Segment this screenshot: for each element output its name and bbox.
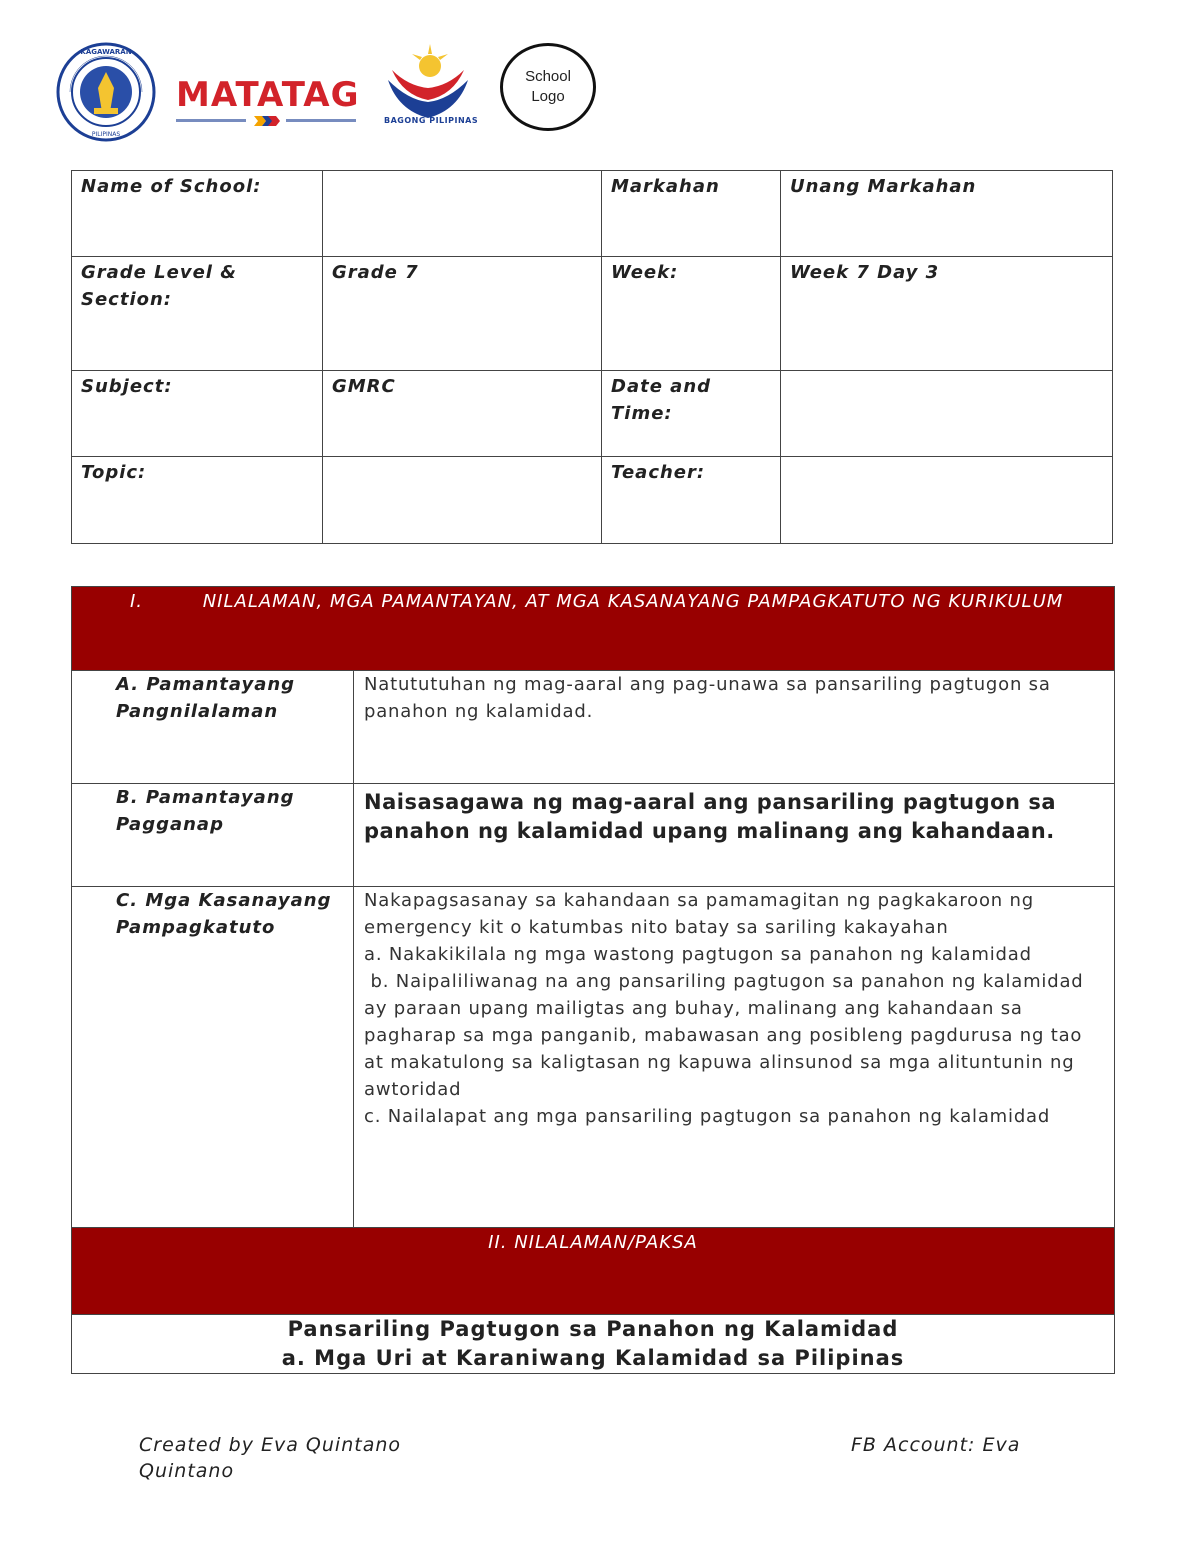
value-subject: GMRC bbox=[323, 371, 602, 457]
row-a-label: Pamantayang Pangnilalaman bbox=[116, 674, 296, 722]
row-pamantayang-pangnilalaman bbox=[72, 671, 1115, 784]
competency-a: a. Nakakikilala ng mga wastong pagtugon sa panahon ng kalamidad bbox=[364, 944, 1032, 965]
footer-credit bbox=[139, 1432, 401, 1484]
school-logo-line1: School bbox=[525, 68, 571, 85]
footer-credit-line1: Created by Eva Quintano bbox=[139, 1434, 402, 1456]
curriculum-table bbox=[71, 586, 1115, 1374]
svg-text:KAGAWARAN: KAGAWARAN bbox=[80, 48, 132, 56]
section1-header-row bbox=[72, 587, 1115, 671]
value-date-time bbox=[781, 371, 1113, 457]
row-pamantayang-pagganap bbox=[72, 784, 1115, 887]
row-b-letter: B. bbox=[116, 787, 139, 808]
label-cell-c bbox=[72, 887, 354, 1228]
school-logo-line2: Logo bbox=[531, 88, 565, 105]
row-c-content bbox=[354, 887, 1115, 1228]
value-grade-level: Grade 7 bbox=[323, 257, 602, 371]
label-date-time: Date and Time: bbox=[602, 371, 781, 457]
row-c-label: Mga Kasanayang Pampagkatuto bbox=[116, 890, 332, 938]
school-logo-placeholder bbox=[500, 43, 596, 131]
label-cell-a bbox=[72, 671, 354, 784]
label-teacher: Teacher: bbox=[602, 457, 781, 544]
section2-header-row bbox=[72, 1228, 1115, 1315]
svg-text:PILIPINAS: PILIPINAS bbox=[91, 131, 121, 138]
matatag-tagline-icon bbox=[176, 114, 356, 128]
value-week: Week 7 Day 3 bbox=[781, 257, 1113, 371]
label-week: Week: bbox=[602, 257, 781, 371]
label-grade-level: Grade Level & Section: bbox=[72, 257, 323, 371]
value-topic bbox=[323, 457, 602, 544]
row-a-letter: A. bbox=[116, 674, 140, 695]
info-row-school bbox=[72, 171, 1113, 257]
footer-credit-line2: Quintano bbox=[139, 1460, 235, 1482]
competency-b: b. Naipaliliwanag na ang pansariling pagtugon sa panahon ng kalamidad ay paraan upang mailigtas ang buhay, malinang ang kahandaan sa pagharap sa mga panganib, mabawasan ang posibleng pagdurusa ng tao at makatulong sa kaligtasan ng kapuwa alinsunod sa mga alituntunin ng awtoridad bbox=[364, 971, 1091, 1100]
topic-cell bbox=[72, 1315, 1115, 1374]
section2-header: II. NILALAMAN/PAKSA bbox=[72, 1228, 1115, 1315]
value-name-of-school bbox=[323, 171, 602, 257]
label-markahan: Markahan bbox=[602, 171, 781, 257]
value-markahan: Unang Markahan bbox=[781, 171, 1113, 257]
row-b-label: Pamantayang Pagganap bbox=[116, 787, 295, 835]
row-kasanayang-pampagkatuto bbox=[72, 887, 1115, 1228]
info-row-subject bbox=[72, 371, 1113, 457]
row-c-letter: C. bbox=[116, 890, 139, 911]
topic-title: Pansariling Pagtugon sa Panahon ng Kalamidad bbox=[287, 1317, 899, 1341]
value-teacher bbox=[781, 457, 1113, 544]
matatag-wordmark: MATATAG bbox=[176, 75, 360, 115]
topic-subtitle: a. Mga Uri at Karaniwang Kalamidad sa Pilipinas bbox=[281, 1346, 905, 1370]
label-cell-b bbox=[72, 784, 354, 887]
section1-title: NILALAMAN, MGA PAMANTAYAN, AT MGA KASANAYANG PAMPAGKATUTO NG KURIKULUM bbox=[202, 591, 1064, 612]
section1-header bbox=[72, 587, 1115, 671]
info-table bbox=[71, 170, 1113, 544]
label-topic: Topic: bbox=[72, 457, 323, 544]
label-subject: Subject: bbox=[72, 371, 323, 457]
info-row-grade bbox=[72, 257, 1113, 371]
matatag-logo bbox=[176, 75, 360, 138]
section1-number: I. bbox=[130, 591, 144, 612]
deped-seal-icon bbox=[56, 42, 156, 142]
footer-fb-account: FB Account: Eva bbox=[851, 1434, 1021, 1456]
info-row-topic bbox=[72, 457, 1113, 544]
row-b-content: Naisasagawa ng mag-aaral ang pansariling pagtugon sa panahon ng kalamidad upang malinang ang kahandaan. bbox=[354, 784, 1115, 887]
competency-intro: Nakapagsasanay sa kahandaan sa pamamagitan ng pagkakaroon ng emergency kit o katumbas nito batay sa sariling kakayahan bbox=[364, 890, 1034, 938]
label-name-of-school: Name of School: bbox=[72, 171, 323, 257]
competency-c: c. Nailalapat ang mga pansariling pagtugon sa panahon ng kalamidad bbox=[364, 1106, 1051, 1127]
bagong-pilipinas-label: BAGONG PILIPINAS bbox=[384, 116, 479, 125]
topic-row bbox=[72, 1315, 1115, 1374]
row-a-content: Natututuhan ng mag-aaral ang pag-unawa sa pansariling pagtugon sa panahon ng kalamidad. bbox=[354, 671, 1115, 784]
